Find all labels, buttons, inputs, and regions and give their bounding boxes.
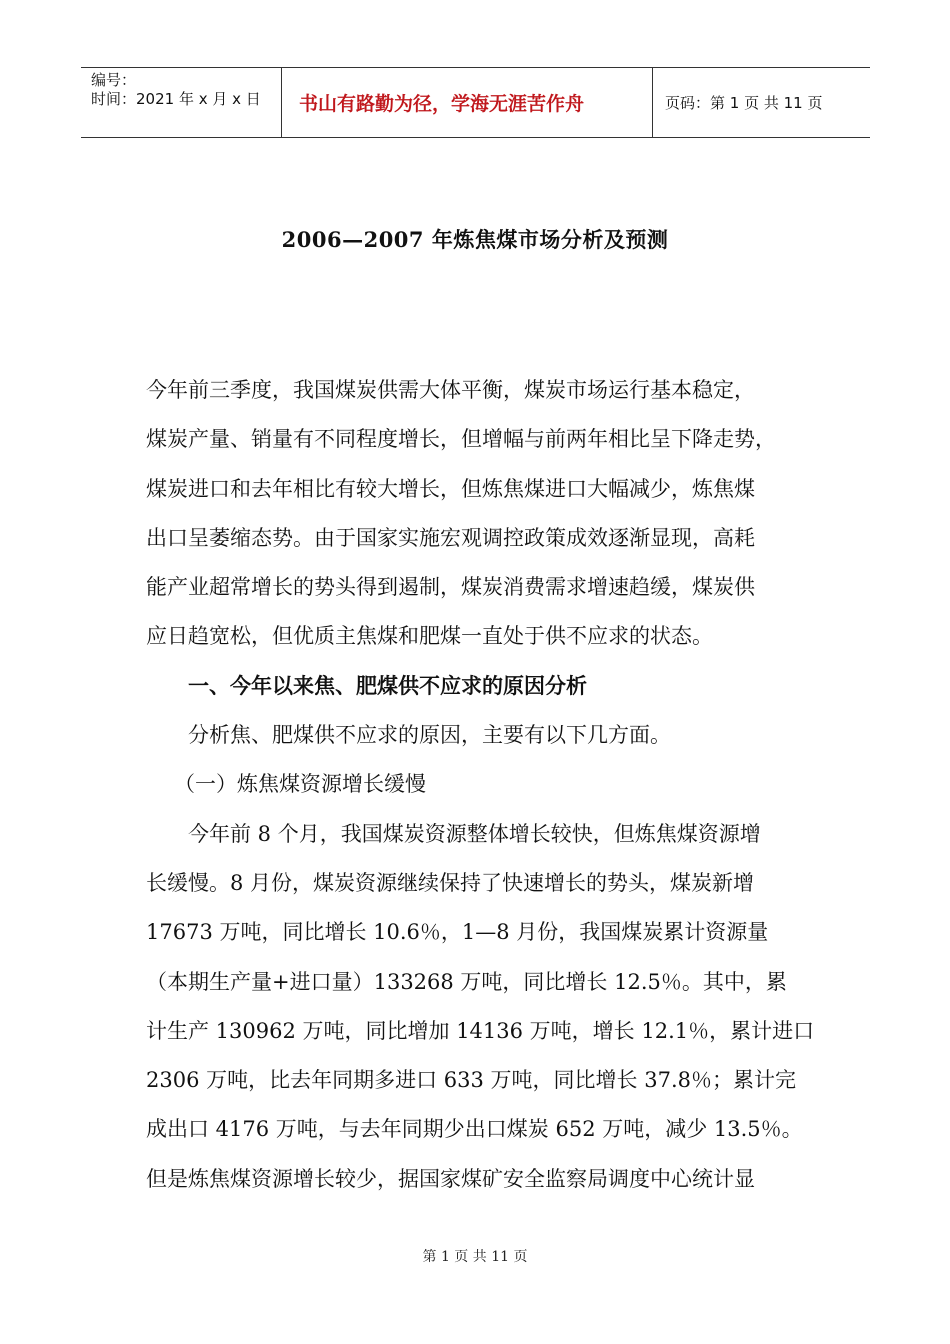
number-label: 编号： [91,71,137,89]
body-line: 但是炼焦煤资源增长较少，据国家煤矿安全监察局调度中心统计显 [146,1166,755,1191]
page-footer: 第 1 页 共 11 页 [422,1249,528,1265]
body-line: 应日趋宽松，但优质主焦煤和肥煤一直处于供不应求的状态。 [146,624,713,649]
body-line: （本期生产量+进口量）133268 万吨，同比增长 12.5％。其中，累 [146,969,787,994]
body-line: 煤炭进口和去年相比有较大增长，但炼焦煤进口大幅减少，炼焦煤 [146,476,755,501]
section-heading: 一、今年以来焦、肥煤供不应求的原因分析 [188,673,587,698]
body-line: 出口呈萎缩态势。由于国家实施宏观调控政策成效逐渐显现，高耗 [146,525,755,550]
document-body [146,366,815,1204]
body-line: 能产业超常增长的势头得到遏制，煤炭消费需求增速趋缓，煤炭供 [146,575,755,600]
body-line: 分析焦、肥煤供不应求的原因，主要有以下几方面。 [188,723,671,748]
body-line: 长缓慢。8 月份，煤炭资源继续保持了快速增长的势头，煤炭新增 [146,870,755,895]
body-line: 2306 万吨，比去年同期多进口 633 万吨，同比增长 37.8％；累计完 [146,1068,796,1093]
document-header [81,67,870,138]
header-motto: 书山有路勤为径，学海无涯苦作舟 [282,68,653,137]
body-line: 计生产 130962 万吨，同比增加 14136 万吨，增长 12.1％，累计进口 [146,1018,815,1043]
body-line: 17673 万吨，同比增长 10.6％，1—8 月份，我国煤炭累计资源量 [146,920,769,945]
subsection-heading: （一）炼焦煤资源增长缓慢 [174,772,426,797]
document-title: 2006—2007 年炼焦煤市场分析及预测 [281,227,669,252]
body-line: 煤炭产量、销量有不同程度增长，但增幅与前两年相比呈下降走势， [146,427,776,452]
body-line: 成出口 4176 万吨，与去年同期少出口煤炭 652 万吨，减少 13.5％。 [146,1117,803,1142]
time-label: 时间：2021 年 x 月 x 日 [91,90,261,108]
header-meta [81,68,282,137]
header-page-info: 页码：第 1 页 共 11 页 [665,94,823,112]
body-line: 今年前三季度，我国煤炭供需大体平衡，煤炭市场运行基本稳定， [146,378,755,402]
body-line: 今年前 8 个月，我国煤炭资源整体增长较快，但炼焦煤资源增 [188,821,761,846]
